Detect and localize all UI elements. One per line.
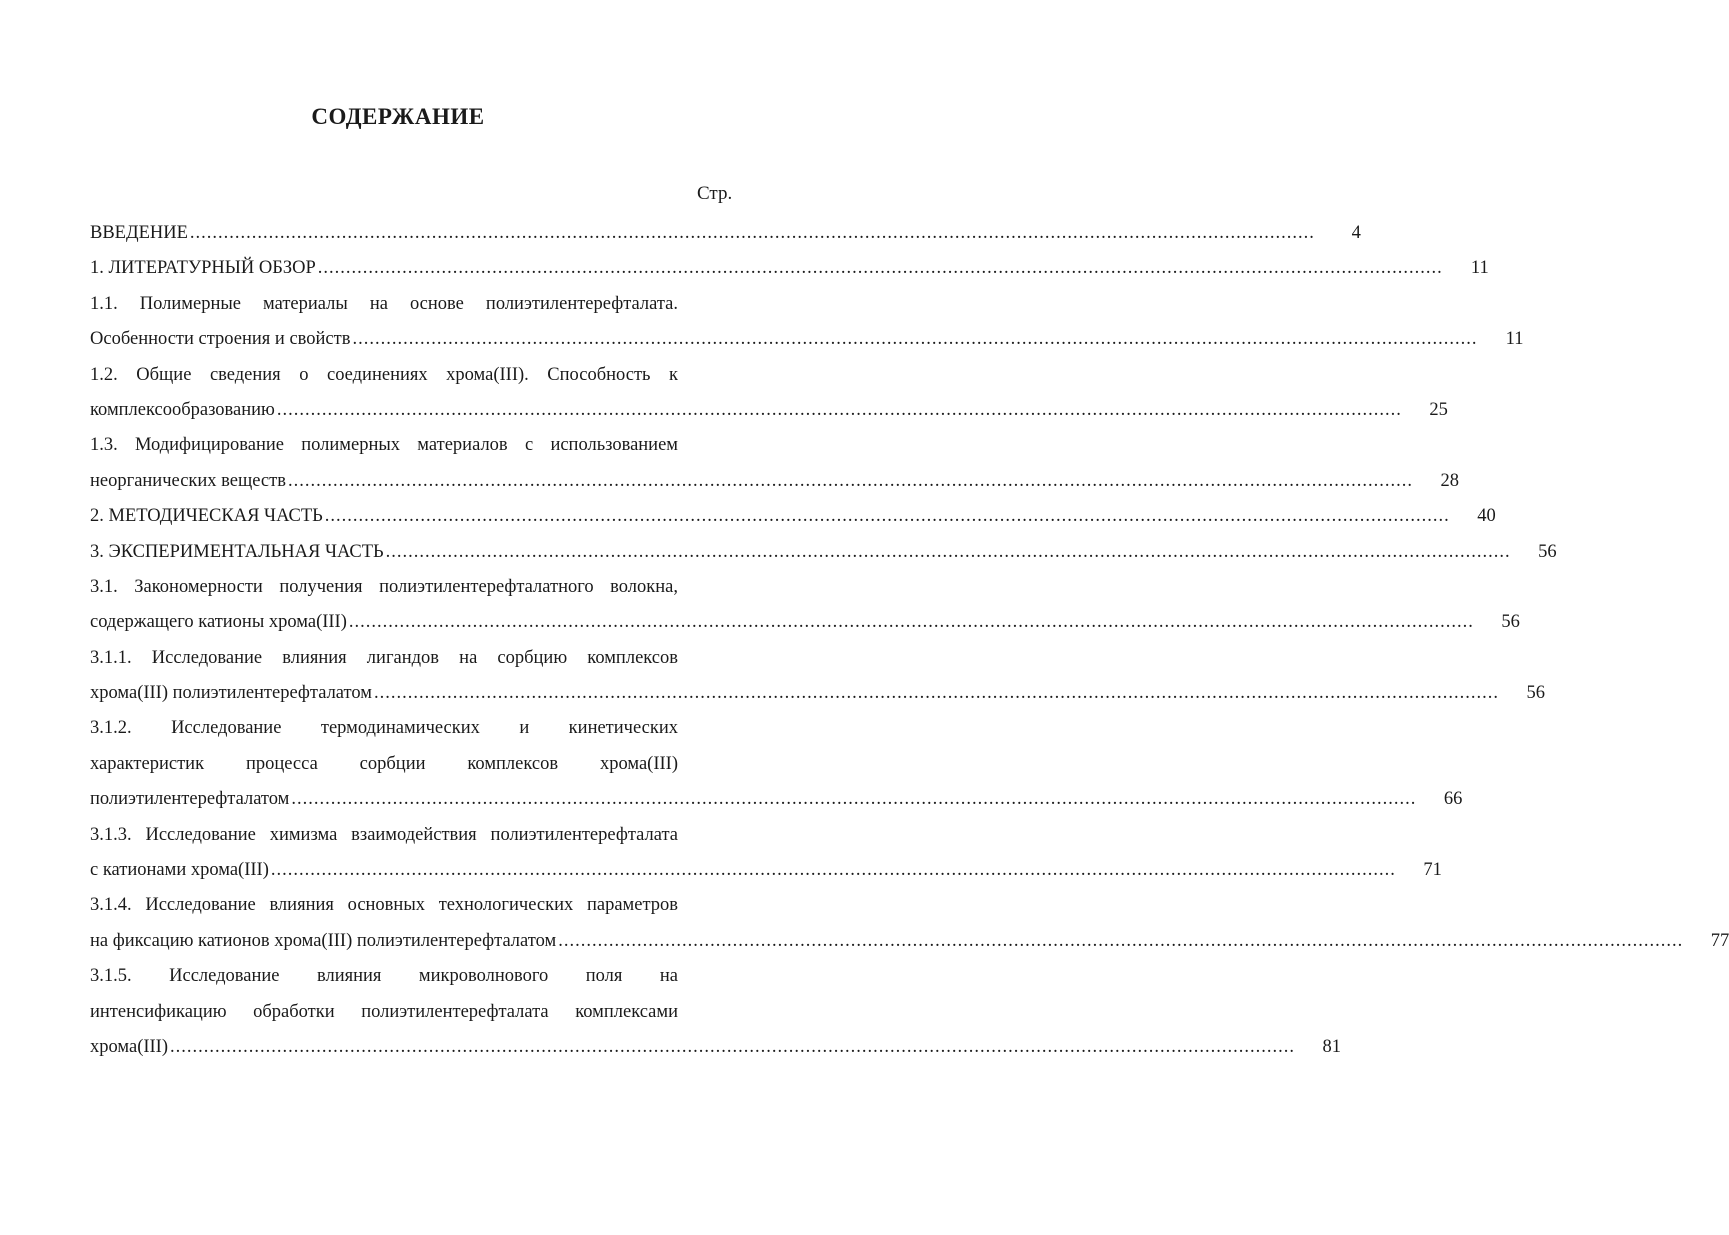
toc-entry[interactable] (90, 711, 1463, 817)
toc-entry[interactable] (90, 287, 1524, 358)
toc-page-number: 11 (1470, 258, 1489, 279)
dot-leader: ........................................................................................................................................................................................................ (317, 258, 1443, 279)
toc-entry[interactable] (90, 888, 1729, 959)
toc-entry-text: 3. ЭКСПЕРИМЕНТАЛЬНАЯ ЧАСТЬ (90, 541, 384, 562)
toc-entry-text: характеристик процесса сорбции комплексов хрома(III) (90, 753, 678, 774)
page-column-label: Стр. (697, 183, 733, 204)
toc-entry-text: интенсификацию обработки полиэтилентерефталата комплексами (90, 1001, 678, 1022)
toc-page-number: 4 (1351, 223, 1361, 243)
toc-page-number: 77 (1710, 930, 1729, 951)
dot-leader: ........................................................................................................................................................................................................ (291, 789, 1417, 810)
toc-page-number: 25 (1429, 399, 1448, 420)
toc-page-number: 40 (1477, 506, 1496, 527)
toc-entry-text: хрома(III) (90, 1036, 168, 1057)
toc-entry[interactable] (90, 428, 1459, 499)
dot-leader: ........................................................................................................................................................................................................ (385, 541, 1511, 562)
toc-entry-text: 1.2. Общие сведения о соединениях хрома(III). Способность к (90, 364, 678, 385)
toc-entry-text: 3.1.4. Исследование влияния основных технологических параметров (90, 895, 678, 916)
toc-page-number: 56 (1538, 541, 1557, 562)
dot-leader: ........................................................................................................................................................................................................ (352, 329, 1478, 350)
toc-entry-text: 2. МЕТОДИЧЕСКАЯ ЧАСТЬ (90, 506, 323, 527)
toc-entry-text: на фиксацию катионов хрома(III) полиэтилентерефталатом (90, 930, 557, 951)
table-of-contents (90, 216, 1729, 1065)
toc-entry-text: Особенности строения и свойств (90, 329, 351, 350)
toc-entry-text: с катионами хрома(III) (90, 860, 269, 881)
toc-entry-text: 3.1.1. Исследование влияния лигандов на сорбцию комплексов (90, 647, 678, 668)
toc-entry-text: 3.1. Закономерности получения полиэтилентерефталатного волокна, (90, 576, 678, 597)
toc-page-number: 56 (1526, 683, 1545, 704)
toc-page-number: 71 (1423, 860, 1442, 881)
toc-entry-text: комплексообразованию (90, 399, 275, 420)
toc-page-number: 81 (1322, 1036, 1341, 1057)
toc-page-number: 11 (1505, 329, 1524, 350)
toc-page-number: 56 (1501, 612, 1520, 633)
dot-leader: ........................................................................................................................................................................................................ (374, 683, 1499, 704)
toc-entry-text: 1. ЛИТЕРАТУРНЫЙ ОБЗОР (90, 258, 316, 279)
toc-entry[interactable] (90, 818, 1442, 889)
toc-entry[interactable] (90, 358, 1448, 429)
toc-entry-text: ВВЕДЕНИЕ (90, 223, 188, 243)
toc-entry[interactable] (90, 535, 1557, 570)
dot-leader: ........................................................................................................................................................................................................ (189, 223, 1315, 243)
toc-page-number: 28 (1440, 470, 1459, 491)
page-title: СОДЕРЖАНИЕ (311, 104, 485, 129)
dot-leader: ........................................................................................................................................................................................................ (170, 1036, 1295, 1057)
dot-leader: ........................................................................................................................................................................................................ (287, 470, 1413, 491)
toc-entry-text: 3.1.2. Исследование термодинамических и кинетических (90, 718, 678, 739)
toc-entry[interactable] (90, 959, 1341, 1065)
toc-entry[interactable] (90, 251, 1489, 286)
toc-page-number: 66 (1443, 789, 1463, 810)
toc-entry[interactable] (90, 216, 1361, 251)
toc-entry-text: неорганических веществ (90, 470, 286, 491)
dot-leader: ........................................................................................................................................................................................................ (276, 399, 1402, 420)
toc-entry[interactable] (90, 499, 1496, 534)
toc-entry-text: 3.1.3. Исследование химизма взаимодействия полиэтилентерефталата (90, 824, 678, 845)
dot-leader: ........................................................................................................................................................................................................ (348, 612, 1474, 633)
toc-entry-text: 1.1. Полимерные материалы на основе полиэтилентерефталата. (90, 293, 678, 314)
toc-entry-text: 1.3. Модифицирование полимерных материалов с использованием (90, 435, 678, 456)
dot-leader: ........................................................................................................................................................................................................ (270, 860, 1396, 881)
toc-entry-text: хрома(III) полиэтилентерефталатом (90, 683, 372, 704)
dot-leader: ........................................................................................................................................................................................................ (558, 930, 1684, 951)
toc-entry[interactable] (90, 570, 1520, 641)
dot-leader: ........................................................................................................................................................................................................ (324, 506, 1450, 527)
toc-entry[interactable] (90, 641, 1545, 712)
toc-entry-text: полиэтилентерефталатом (90, 789, 290, 810)
toc-entry-text: 3.1.5. Исследование влияния микроволнового поля на (90, 966, 678, 987)
toc-entry-text: содержащего катионы хрома(III) (90, 612, 347, 633)
